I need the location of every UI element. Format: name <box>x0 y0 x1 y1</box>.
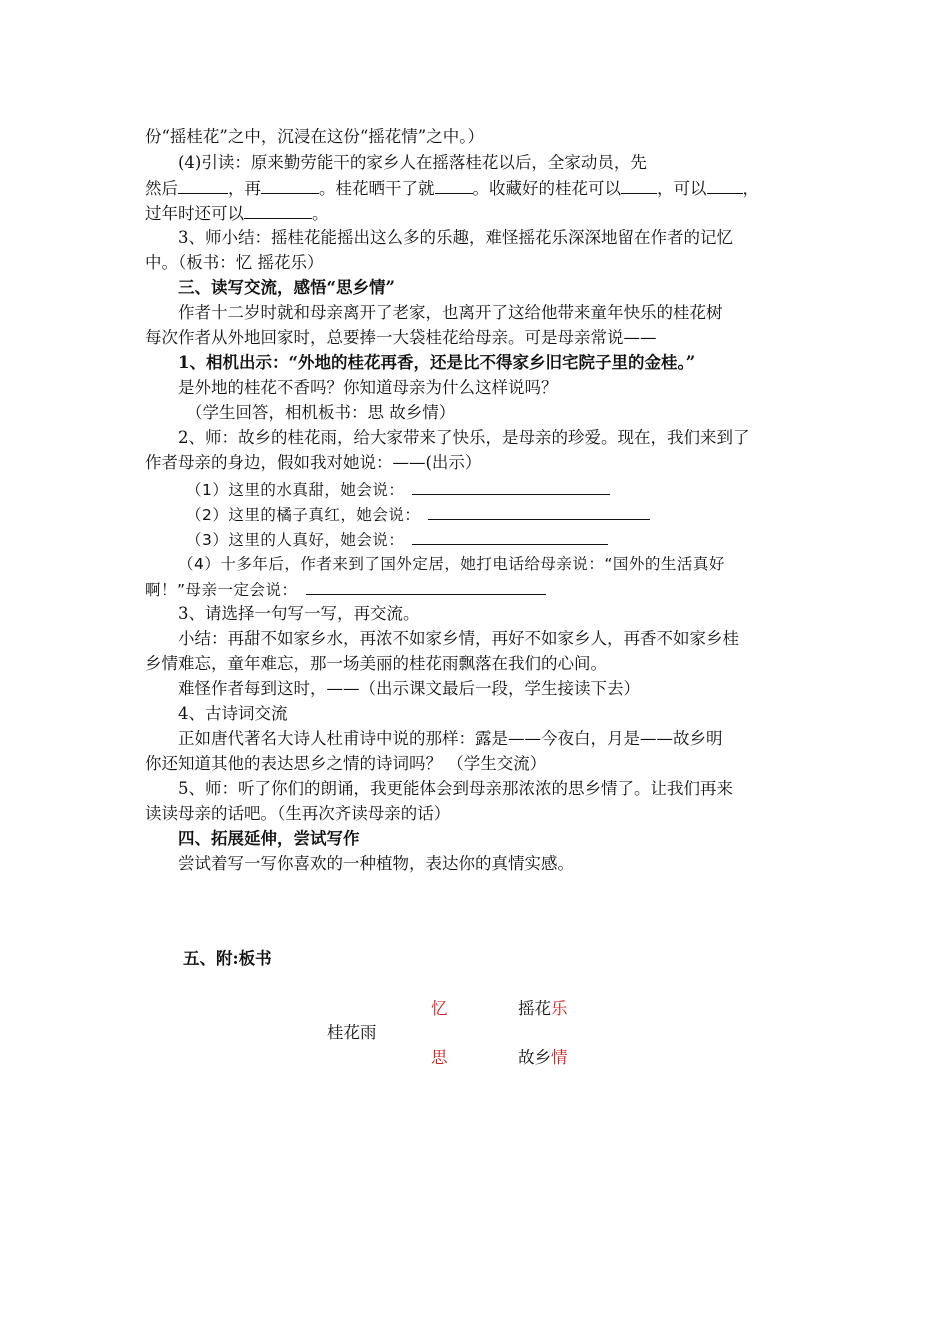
text-line: （学生回答，相机板书：思 故乡情） <box>186 403 456 422</box>
exercise-line <box>186 478 610 501</box>
text-line: 每次作者从外地回家时，总要捧一大袋桂花给母亲。可是母亲常说—— <box>145 328 657 347</box>
answer-blank <box>412 528 608 545</box>
board-text: 故乡 <box>518 1048 551 1067</box>
board-yi: 忆 <box>431 999 448 1018</box>
text-fragment: 。桂花晒干了就 <box>319 179 435 198</box>
text-fragment: （3）这里的人真好，她会说： <box>186 531 405 549</box>
answer-blank <box>178 177 228 194</box>
text-line: 你还知道其他的表达思乡之情的诗词吗？ （学生交流） <box>145 754 547 773</box>
text-fragment: 然后 <box>145 179 178 198</box>
text-fragment: 啊！”母亲一定会说： <box>145 581 298 599</box>
text-line: 3、请选择一句写一写，再交流。 <box>178 604 420 623</box>
text-fragment: 过年时还可以 <box>145 204 244 223</box>
answer-blank <box>244 202 312 219</box>
text-fragment: （1）这里的水真甜，她会说： <box>186 481 405 499</box>
text-line: 是外地的桂花不香吗？你知道母亲为什么这样说吗？ <box>178 378 558 397</box>
board-highlight: 乐 <box>551 999 568 1018</box>
section-heading: 五、附:板书 <box>183 949 272 968</box>
text-line: (4)引读：原来勤劳能干的家乡人在摇落桂花以后，全家动员，先 <box>178 153 647 172</box>
answer-blank <box>707 177 743 194</box>
exercise-line <box>145 578 546 601</box>
text-fragment: ，可以 <box>657 179 707 198</box>
text-line: 读读母亲的话吧。（生再次齐读母亲的话） <box>145 804 451 823</box>
exercise-line <box>186 503 650 526</box>
text-line: 作者母亲的身边，假如我对她说：——(出示） <box>145 453 482 472</box>
text-fragment: ， <box>742 179 759 198</box>
text-fragment: （2）这里的橘子真红，她会说： <box>186 506 421 524</box>
text-line: 难怪作者每到这时，——（出示课文最后一段，学生接读下去） <box>178 679 640 698</box>
text-line: （4）十多年后，作者来到了国外定居，她打电话给母亲说：“国外的生活真好 <box>178 555 725 573</box>
text-line: 5、师：听了你们的朗诵，我更能体会到母亲那浓浓的思乡情了。让我们再来 <box>178 779 733 798</box>
text-line: 4、古诗词交流 <box>178 704 288 723</box>
text-line: 2、师：故乡的桂花雨，给大家带来了快乐，是母亲的珍爱。现在，我们来到了 <box>178 428 750 447</box>
fill-in-line <box>145 177 759 200</box>
board-guihuayu: 桂花雨 <box>327 1023 377 1042</box>
fill-in-line <box>145 202 329 225</box>
answer-blank <box>435 177 473 194</box>
text-fragment: 。收藏好的桂花可以 <box>472 179 621 198</box>
board-si: 思 <box>431 1048 448 1067</box>
section-heading: 四、拓展延伸，尝试写作 <box>178 829 360 848</box>
text-line: 3、师小结：摇桂花能摇出这么多的乐趣，难怪摇花乐深深地留在作者的记忆 <box>178 228 733 247</box>
text-fragment: ，再 <box>228 179 261 198</box>
text-line: 小结：再甜不如家乡水，再浓不如家乡情，再好不如家乡人，再香不如家乡桂 <box>178 629 739 648</box>
board-highlight: 情 <box>551 1048 568 1067</box>
text-line: 份“摇桂花”之中，沉浸在这份“摇花情”之中。） <box>145 127 484 146</box>
answer-blank <box>621 177 657 194</box>
answer-blank <box>412 478 610 495</box>
answer-blank <box>306 578 546 595</box>
answer-blank <box>428 503 650 520</box>
text-line: 乡情难忘，童年难忘，那一场美丽的桂花雨飘落在我们的心间。 <box>145 654 607 673</box>
text-fragment: 。 <box>312 204 329 223</box>
section-heading: 三、读写交流，感悟“思乡情” <box>178 278 395 297</box>
exercise-line <box>186 528 608 551</box>
quote-line: 1、相机出示：“外地的桂花再香，还是比不得家乡旧宅院子里的金桂。” <box>178 353 696 372</box>
board-guxiangqing <box>518 1047 568 1069</box>
text-line: 尝试着写一写你喜欢的一种植物，表达你的真情实感。 <box>178 854 574 873</box>
text-line: 作者十二岁时就和母亲离开了老家，也离开了这给他带来童年快乐的桂花树 <box>178 303 723 322</box>
answer-blank <box>261 177 319 194</box>
board-text: 摇花 <box>518 999 551 1018</box>
text-line: 正如唐代著名大诗人杜甫诗中说的那样：露是——今夜白，月是——故乡明 <box>178 729 723 748</box>
text-line: 中。（板书：忆 摇花乐） <box>145 253 324 272</box>
board-yaohuale <box>518 998 568 1020</box>
